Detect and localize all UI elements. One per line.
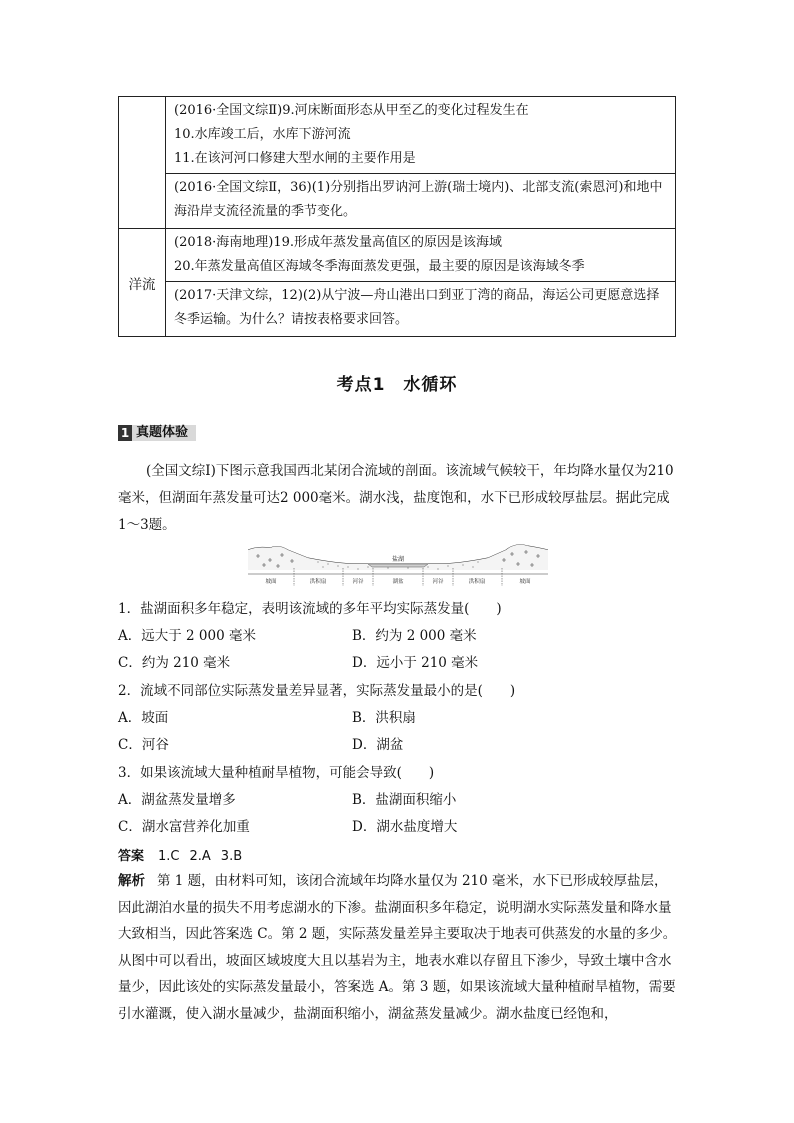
question-stem: 2．流域不同部位实际蒸发量差异显著，实际蒸发量最小的是( ) [118, 683, 516, 699]
table-line: 10.水库竣工后，水库下游河流 [174, 127, 351, 142]
basin-profile-diagram [248, 540, 548, 590]
answer-label: 答案 [118, 849, 145, 864]
zone-label: 坡面 [265, 579, 277, 585]
table-line: 11.在该河河口修建大型水闸的主要作用是 [174, 151, 416, 166]
question-stem: 1．盐湖面积多年稳定，表明该流域的多年平均实际蒸发量( ) [118, 601, 502, 617]
analysis-paragraph [118, 868, 678, 1027]
answer-line [118, 845, 252, 864]
content-cell: (2017·天津文综，12)(2)从宁波—舟山港出口到亚丁湾的商品，海运公司更愿意选择冬季运输。为什么？请按表格要求回答。 [166, 282, 676, 337]
analysis-label: 解析 [118, 873, 145, 889]
section-badge [118, 425, 196, 443]
option-d: D．湖盆 [352, 737, 404, 753]
content-cell: (2016·全国文综Ⅱ，36)(1)分别指出罗讷河上游(瑞士境内)、北部支流(索恩河)和地中海沿岸支流径流量的季节变化。 [166, 174, 676, 229]
question-stem: 3．如果该流域大量种植耐旱植物，可能会导致( ) [118, 765, 435, 781]
option-c: C．约为 210 毫米 [118, 655, 231, 671]
option-c: C．河谷 [118, 737, 169, 753]
option-a: A．远大于 2 000 毫米 [118, 628, 256, 644]
zone-label: 湖盆 [392, 579, 404, 585]
category-label: 洋流 [128, 276, 156, 293]
table-row [119, 229, 676, 282]
table-line: 20.年蒸发量高值区海域冬季海面蒸发更强，最主要的原因是该海域冬季 [174, 259, 585, 274]
answer-item: 3.B [220, 849, 243, 864]
topic-table [118, 96, 676, 337]
option-b: B．洪积扇 [352, 710, 416, 726]
table-row [119, 97, 676, 174]
option-c: C．湖水富营养化加重 [118, 819, 250, 835]
answer-item: 2.A [189, 849, 211, 864]
content-cell [166, 97, 676, 174]
zone-label: 洪积扇 [309, 579, 327, 585]
option-a: A．坡面 [118, 710, 169, 726]
option-b: B．约为 2 000 毫米 [352, 628, 477, 644]
zone-label: 坡面 [519, 579, 531, 585]
option-d: D．远小于 210 毫米 [352, 655, 479, 671]
table-line: (2016·全国文综Ⅱ)9.河床断面形态从甲至乙的变化过程发生在 [174, 103, 529, 118]
zone-label: 河谷 [352, 579, 364, 585]
intro-paragraph: (全国文综Ⅰ)下图示意我国西北某闭合流域的剖面。该流域气候较干，年均降水量仅为210毫米，但湖面年蒸发量可达2 000毫米。湖水浅，盐度饱和，水下已形成较厚盐层。据此完成1～3题。 [118, 463, 674, 533]
zone-label: 河谷 [432, 579, 444, 585]
analysis-text: 第 1 题，由材料可知，该闭合流域年均降水量仅为 210 毫米，水下已形成较厚盐层，因此湖泊水量的损失不用考虑湖水的下渗。盐湖面积多年稳定，说明湖水实际蒸发量和降水量大致相当，因此答案选 C。第 2 题，实际蒸发量差异主要取决于地表可供蒸发的水量的多少。从图中可以看出，坡面区域坡度大且以基岩为主，地表水难以存留且下渗少，导致土壤中含水量少，因此该处的实际蒸发量最小，答案选 A。第 3 题，如果该流域大量种植耐旱植物，需要引水灌溉，使入湖水量减少，盐湖面积缩小，湖盆蒸发量减少。湖水盐度已经饱和， [118, 873, 677, 1022]
table-row [119, 174, 676, 229]
section-title: 考点1 水循环 [336, 375, 458, 395]
answer-item: 1.C [158, 849, 180, 864]
option-d: D．湖水盐度增大 [352, 819, 458, 835]
table-row [119, 282, 676, 337]
zone-label: 洪积扇 [468, 579, 486, 585]
category-cell [119, 97, 166, 229]
content-cell [166, 229, 676, 282]
badge-label: 真题体验 [132, 425, 196, 441]
badge-number: 1 [118, 425, 132, 441]
salt-lake [368, 564, 428, 567]
option-b: B．盐湖面积缩小 [352, 792, 457, 808]
lake-label: 盐湖 [391, 556, 405, 563]
table-line: (2018·海南地理)19.形成年蒸发量高值区的原因是该海域 [174, 235, 503, 250]
category-cell [119, 229, 166, 337]
option-a: A．湖盆蒸发量增多 [118, 792, 236, 808]
